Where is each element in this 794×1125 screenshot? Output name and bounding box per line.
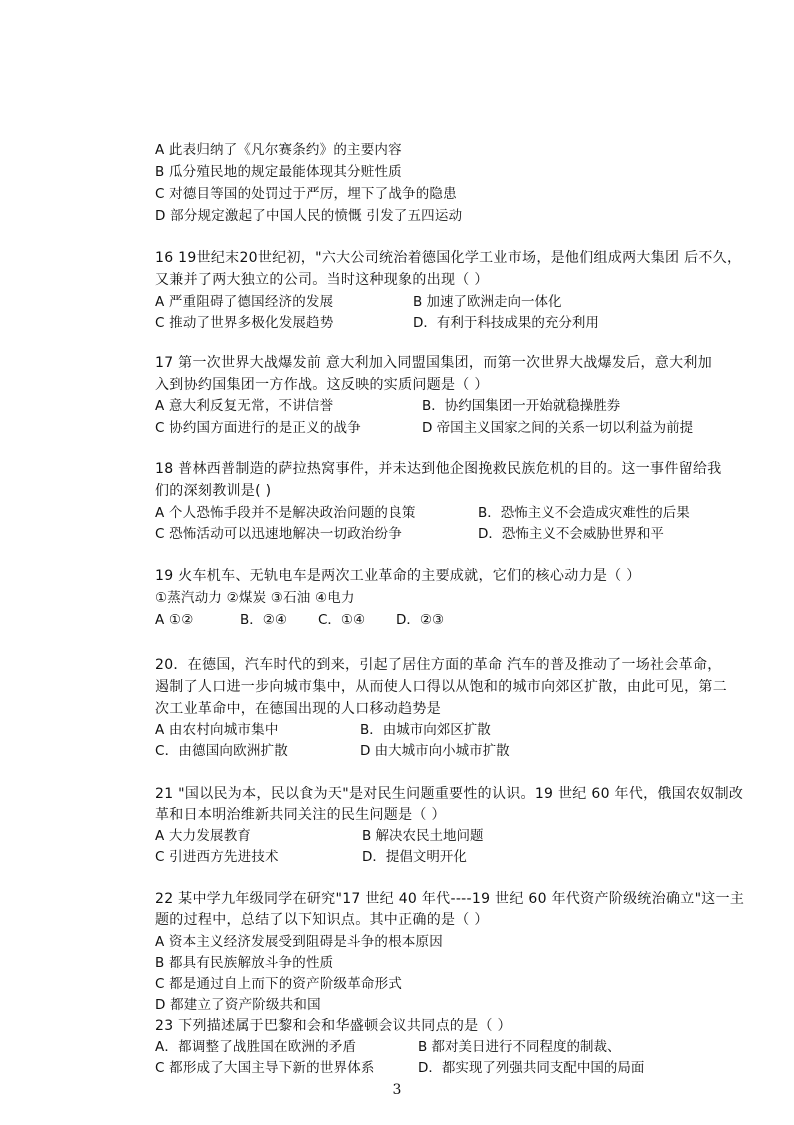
q18-option-d: D．恐怖主义不会威胁世界和平 — [478, 526, 664, 542]
q17-option-c: C 协约国方面进行的是正义的战争 — [155, 420, 361, 436]
q16-option-d: D．有利于科技成果的充分利用 — [413, 315, 599, 331]
q20-option-a: A 由农村向城市集中 — [155, 722, 279, 738]
page-number: 3 — [392, 1082, 402, 1098]
q20-stem-line-3: 次工业革命中，在德国出现的人口移动趋势是 — [155, 701, 441, 717]
q22-option-b: B 都具有民族解放斗争的性质 — [155, 955, 334, 971]
q21-option-b: B 解决农民土地问题 — [362, 828, 484, 844]
q21-stem-line-2: 革和日本明治维新共同关注的民生问题是（ ） — [155, 807, 446, 823]
q19-option-b: B．②④ — [240, 612, 287, 628]
q23-option-a: A．都调整了战胜国在欧洲的矛盾 — [155, 1039, 357, 1055]
q18-option-c: C 恐怖活动可以迅速地解决一切政治纷争 — [155, 526, 403, 542]
q16-stem-line-2: 又兼并了两大独立的公司。当时这种现象的出现（ ） — [155, 272, 489, 288]
q21-option-d: D．提倡文明开化 — [362, 849, 467, 865]
q19-option-a: A ①② — [155, 612, 194, 628]
q17-option-d: D 帝国主义国家之间的关系一切以利益为前提 — [422, 420, 694, 436]
q17-option-a: A 意大利反复无常，不讲信誉 — [155, 398, 334, 414]
q20-option-b: B．由城市向郊区扩散 — [360, 722, 491, 738]
q20-stem-line-2: 遏制了人口进一步向城市集中，从而使人口得以从饱和的城市向郊区扩散，由此可见，第二 — [155, 679, 727, 695]
q19-stem: 19 火车机车、无轨电车是两次工业革命的主要成就，它们的核心动力是（ ） — [155, 568, 641, 584]
q21-stem-line-1: 21 "国以民为本，民以食为天"是对民生问题重要性的认识。19 世纪 60 年代，俄国农奴制改 — [155, 786, 744, 802]
q15-option-a: A 此表归纳了《凡尔赛条约》的主要内容 — [155, 142, 402, 158]
q15-option-b: B 瓜分殖民地的规定最能体现其分赃性质 — [155, 164, 402, 180]
q18-option-b: B．恐怖主义不会造成灾难性的后果 — [478, 505, 690, 521]
q22-option-a: A 资本主义经济发展受到阻碍是斗争的根本原因 — [155, 934, 443, 950]
q19-option-d: D．②③ — [396, 612, 445, 628]
q15-option-d: D 部分规定激起了中国人民的愤慨 引发了五四运动 — [155, 208, 463, 224]
q19-items: ①蒸汽动力 ②煤炭 ③石油 ④电力 — [155, 590, 355, 606]
q18-stem-line-1: 18 普林西普制造的萨拉热窝事件，并未达到他企图挽救民族危机的目的。这一事件留给我 — [155, 461, 722, 477]
q20-stem-line-1: 20．在德国，汽车时代的到来，引起了居住方面的革命 汽车的普及推动了一场社会革命， — [155, 657, 722, 673]
q22-stem-line-1: 22 某中学九年级同学在研究"17 世纪 40 年代----19 世纪 60 年代资产阶级统治确立"这一主 — [155, 891, 745, 907]
q20-option-d: D 由大城市向小城市扩散 — [360, 743, 510, 759]
q23-option-b: B 都对美日进行不同程度的制裁、 — [418, 1039, 621, 1055]
q23-option-c: C 都形成了大国主导下新的世界体系 — [155, 1060, 375, 1076]
q22-option-d: D 都建立了资产阶级共和国 — [155, 997, 321, 1013]
q15-option-c: C 对德目等国的处罚过于严厉，埋下了战争的隐患 — [155, 186, 457, 202]
q23-stem: 23 下列描述属于巴黎和会和华盛顿会议共同点的是（ ） — [155, 1018, 512, 1034]
q17-stem-line-2: 入到协约国集团一方作战。这反映的实质问题是（ ） — [155, 377, 489, 393]
q20-option-c: C．由德国向欧洲扩散 — [155, 743, 288, 759]
q16-option-b: B 加速了欧洲走向一体化 — [413, 294, 562, 310]
q22-option-c: C 都是通过自上而下的资产阶级革命形式 — [155, 976, 403, 992]
q23-option-d: D．都实现了列强共同支配中国的局面 — [418, 1060, 645, 1076]
q21-option-a: A 大力发展教育 — [155, 828, 252, 844]
q16-option-a: A 严重阻碍了德国经济的发展 — [155, 294, 334, 310]
q16-option-c: C 推动了世界多极化发展趋势 — [155, 315, 334, 331]
q19-option-c: C．①④ — [318, 612, 366, 628]
q16-stem-line-1: 16 19世纪末20世纪初，"六大公司统治着德国化学工业市场，是他们组成两大集团 后不久， — [155, 250, 742, 266]
q18-option-a: A 个人恐怖手段并不是解决政治问题的良策 — [155, 505, 416, 521]
q17-option-b: B．协约国集团一开始就稳操胜券 — [422, 398, 621, 414]
q18-stem-line-2: 们的深刻教训是( ) — [155, 483, 272, 499]
q22-stem-line-2: 题的过程中，总结了以下知识点。其中正确的是（ ） — [155, 912, 489, 928]
q21-option-c: C 引进西方先进技术 — [155, 849, 279, 865]
q17-stem-line-1: 17 第一次世界大战爆发前 意大利加入同盟国集团，而第一次世界大战爆发后，意大利加 — [155, 355, 713, 371]
